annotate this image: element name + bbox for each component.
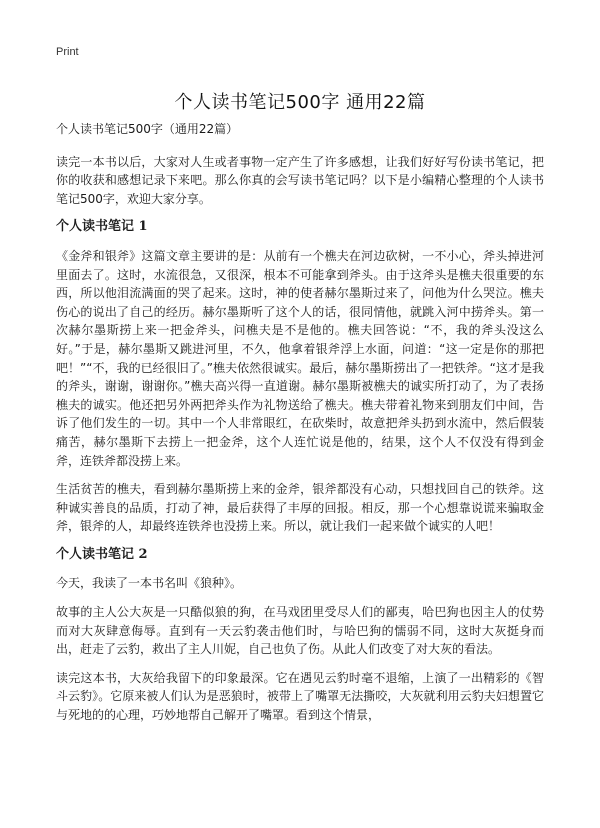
section-2-paragraph-3: 读完这本书，大灰给我留下的印象最深。它在遇见云豹时毫不退缩，上演了一出精彩的《智斗云豹》。它原来被人们认为是恶狼时，被带上了嘴罩无法撕咬，大灰就利用云豹夫妇想置它与死地的的心理，巧妙地帮自己解开了嘴罩。看到这个情景， [56,670,544,723]
section-1-paragraph-2: 生活贫苦的樵夫，看到赫尔墨斯捞上来的金斧，银斧都没有心动，只想找回自己的铁斧。这种诚实善良的品质，打动了神，最后获得了丰厚的回报。相反，那一个心想靠说谎来骗取金斧，银斧的人，却最终连铁斧也没捞上来。所以，就让我们一起来做个诚实的人吧！ [56,482,544,534]
section-2-paragraph-1: 今天，我读了一本书名叫《狼种》。 [56,576,243,591]
section-heading-2: 个人读书笔记 2 [56,546,148,562]
print-label[interactable]: Print [56,46,79,58]
section-1-paragraph-1: 《金斧和银斧》这篇文章主要讲的是：从前有一个樵夫在河边砍树，一不小心，斧头掉进河里面去了。这时，水流很急，又很深，根本不可能拿到斧头。由于这斧头是樵夫很重要的东西，所以他泪流满面的哭了起来。这时，神的使者赫尔墨斯过来了，问他为什么哭泣。樵夫伤心的说出了自己的经历。赫尔墨斯听了这个人的话，很同情他，就跳入河中捞斧头。第一次赫尔墨斯捞上来一把金斧头，问樵夫是不是他的。樵夫回答说：“不，我的斧头没这么好。”于是，赫尔墨斯又跳进河里，不久，他拿着银斧浮上水面，问道：“这一定是你的那把吧！”“不，我的已经很旧了。”樵夫依然很诚实。最后，赫尔墨斯捞出了一把铁斧。“这才是我的斧头，谢谢，谢谢你。”樵夫高兴得一直道谢。赫尔墨斯被樵夫的诚实所打动了，为了表扬樵夫的诚实。他还把另外两把斧头作为礼物送给了樵夫。樵夫带着礼物来到朋友们中间，告诉了他们发生的一切。其中一个人非常眼红，在砍柴时，故意把斧头扔到水流中，然后假装痛苦，赫尔墨斯下去捞上一把金斧，这个人连忙说是他的，结果，这个人不仅没有得到金斧，连铁斧都没捞上来。 [56,248,544,468]
document-title: 个人读书笔记500字 通用22篇 [174,92,426,114]
document-body [56,120,544,735]
section-heading-1: 个人读书笔记 1 [56,219,148,235]
section-2-paragraph-2: 故事的主人公大灰是一只酷似狼的狗，在马戏团里受尽人们的鄙夷，哈巴狗也因主人的仗势而对大灰肆意侮辱。直到有一天云豹袭击他们时，与哈巴狗的懦弱不同，这时大灰挺身而出，赶走了云豹，救出了主人川妮，自己也负了伤。从此人们改变了对大灰的看法。 [56,605,544,657]
intro-paragraph: 读完一本书以后，大家对人生或者事物一定产生了许多感想，让我们好好写份读书笔记，把你的收获和感想记录下来吧。那么你真的会写读书笔记吗？以下是小编精心整理的个人读书笔记500字，欢迎大家分享。 [56,154,544,206]
document-subtitle: 个人读书笔记500字（通用22篇） [56,122,239,136]
